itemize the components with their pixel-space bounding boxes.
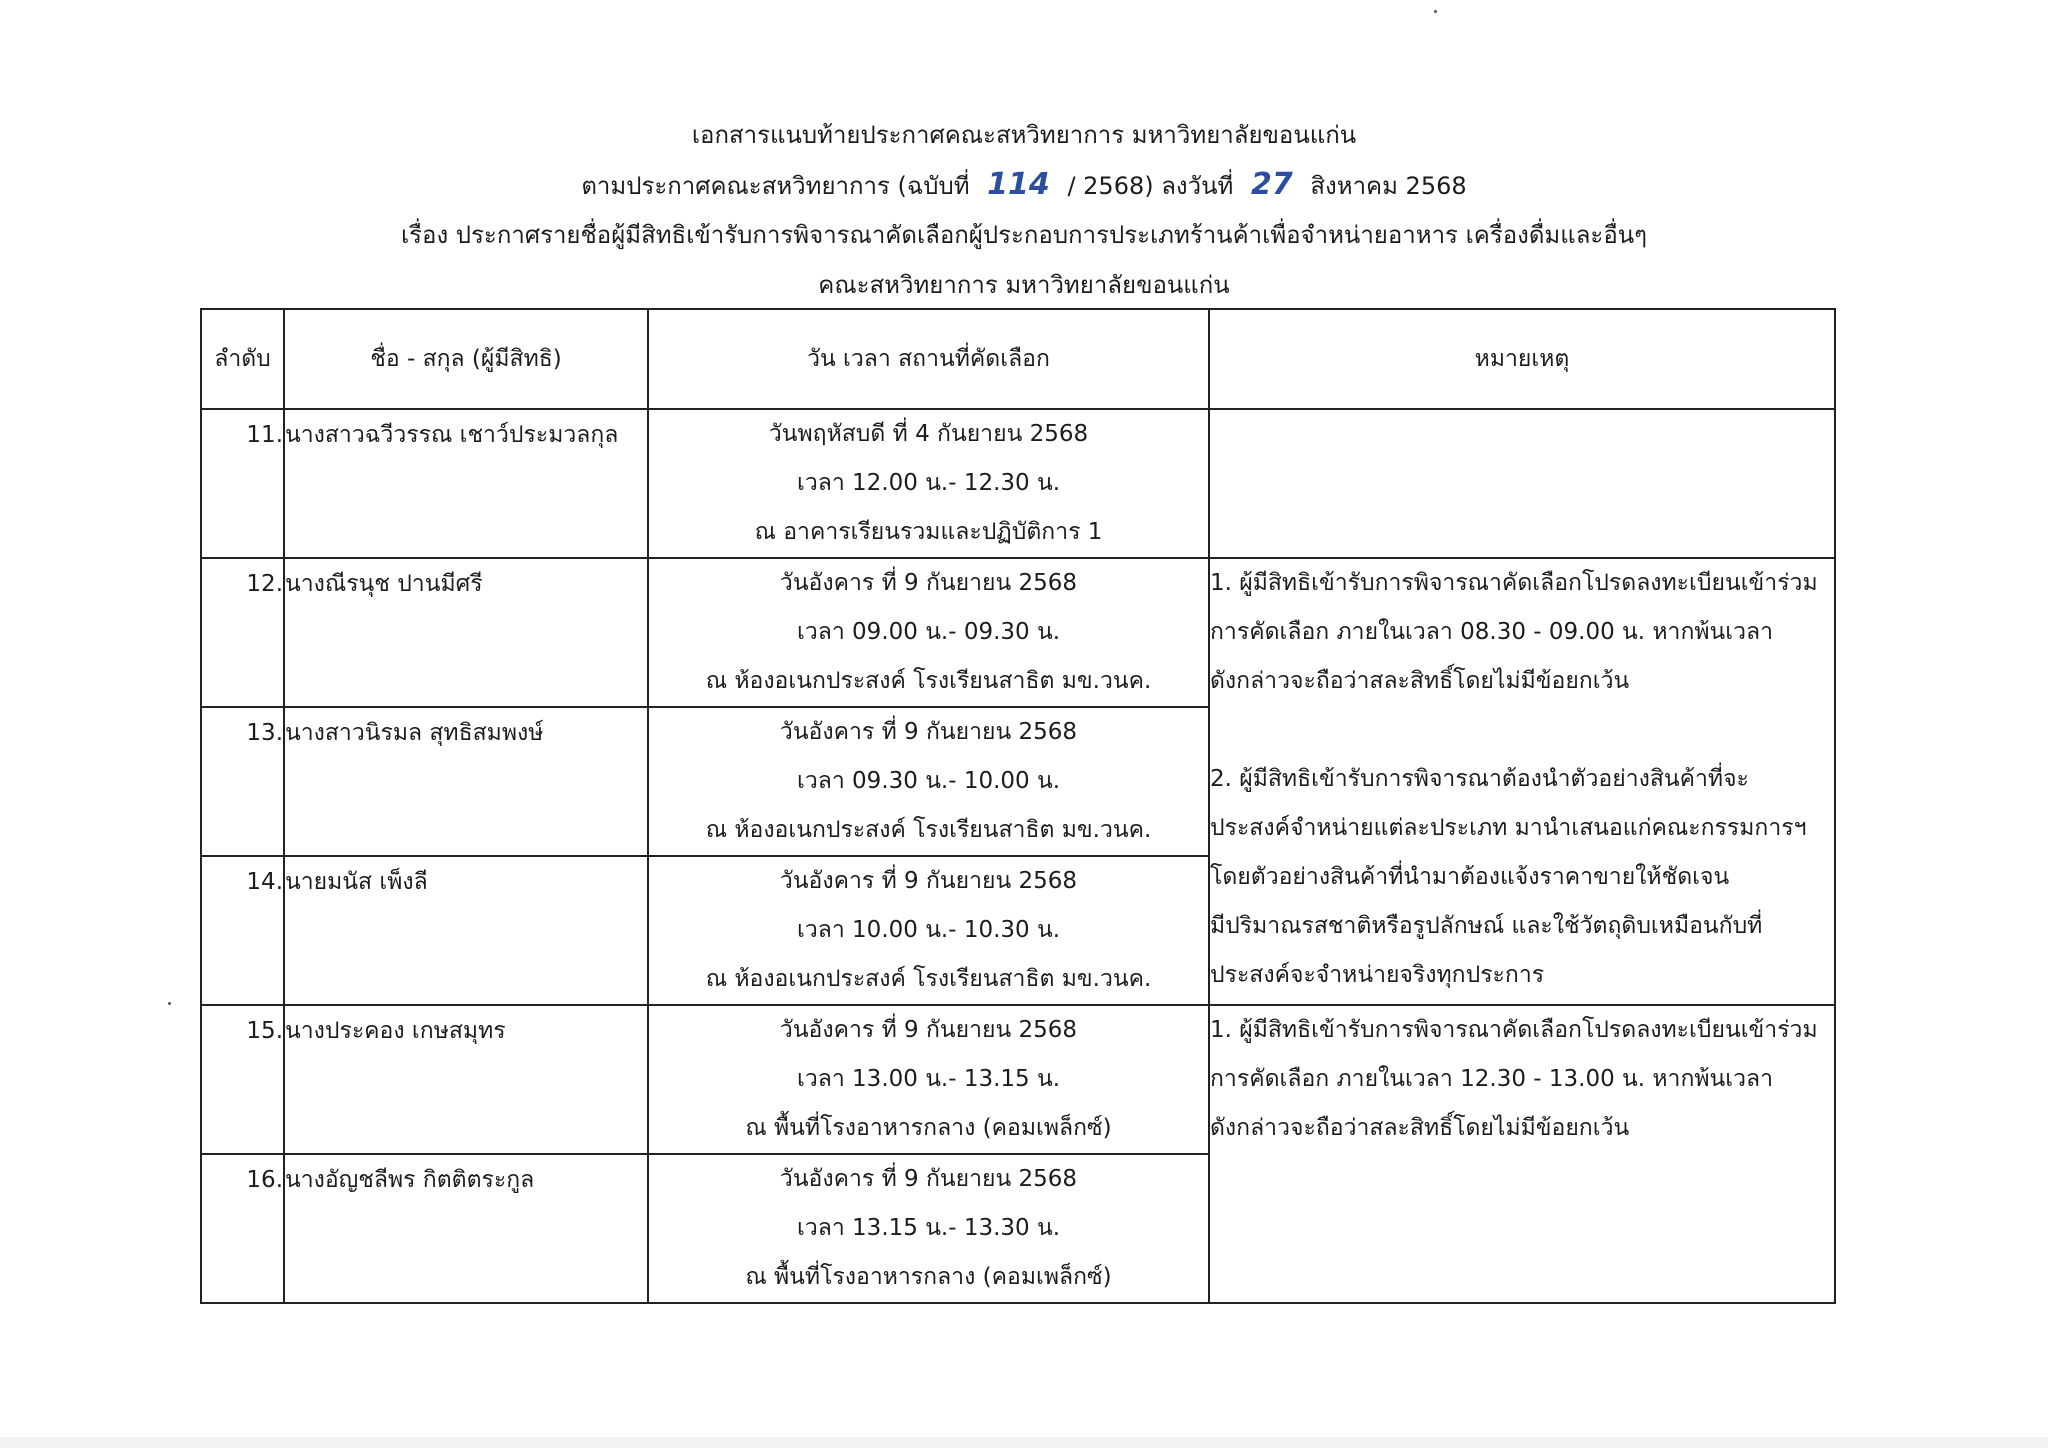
schedule-time: เวลา 12.00 น.- 12.30 น. <box>796 470 1061 496</box>
schedule-cell <box>648 1154 1209 1303</box>
table-header-row <box>201 309 1835 409</box>
candidate-name: นางสาวนิรมล สุทธิสมพงษ์ <box>284 707 648 856</box>
schedule-time: เวลา 10.00 น.- 10.30 น. <box>796 917 1061 943</box>
note-cell-afternoon <box>1209 1005 1835 1303</box>
scan-speck <box>168 1002 171 1005</box>
document-header <box>0 110 2048 310</box>
note-a-line: ดังกล่าวจะถือว่าสละสิทธิ์โดยไม่มีข้อยกเว้น <box>1210 668 1630 694</box>
column-header-name: ชื่อ - สกุล (ผู้มีสิทธิ) <box>284 309 648 409</box>
schedule-cell <box>648 558 1209 707</box>
schedule-cell <box>648 409 1209 558</box>
scan-bottom-edge <box>0 1437 2048 1448</box>
candidate-name: นางประคอง เกษสมุทร <box>284 1005 648 1154</box>
column-header-no: ลำดับ <box>201 309 284 409</box>
schedule-day: วันอังคาร ที่ 9 กันยายน 2568 <box>779 1017 1078 1043</box>
candidate-name: นางอัญชลีพร กิตติตระกูล <box>284 1154 648 1303</box>
note-a-line: ประสงค์จะจำหน่ายจริงทุกประการ <box>1210 962 1545 988</box>
row-number: 15. <box>201 1005 284 1154</box>
schedule-cell <box>648 856 1209 1005</box>
column-header-schedule: วัน เวลา สถานที่คัดเลือก <box>648 309 1209 409</box>
schedule-day: วันอังคาร ที่ 9 กันยายน 2568 <box>779 868 1078 894</box>
header-announcement-prefix: ตามประกาศคณะสหวิทยาการ (ฉบับที่ <box>581 172 970 200</box>
header-announcement-suffix: สิงหาคม 2568 <box>1310 172 1467 200</box>
note-cell-morning <box>1209 558 1835 1005</box>
header-announcement-mid: / 2568) ลงวันที่ <box>1067 172 1234 200</box>
column-header-note: หมายเหตุ <box>1209 309 1835 409</box>
schedule-place: ณ ห้องอเนกประสงค์ โรงเรียนสาธิต มข.วนค. <box>705 966 1152 992</box>
schedule-day: วันอังคาร ที่ 9 กันยายน 2568 <box>779 719 1078 745</box>
candidate-name: นางสาวฉวีวรรณ เชาว์ประมวลกุล <box>284 409 648 558</box>
table-row <box>201 558 1835 707</box>
note-a-line: 2. ผู้มีสิทธิเข้ารับการพิจารณาต้องนำตัวอย่างสินค้าที่จะ <box>1210 766 1749 792</box>
header-line-1: เอกสารแนบท้ายประกาศคณะสหวิทยาการ มหาวิทยาลัยขอนแก่น <box>691 121 1357 149</box>
note-b-line: 1. ผู้มีสิทธิเข้ารับการพิจารณาคัดเลือกโปรดลงทะเบียนเข้าร่วม <box>1210 1017 1818 1043</box>
schedule-place: ณ พื้นที่โรงอาหารกลาง (คอมเพล็กซ์) <box>745 1264 1112 1290</box>
schedule-cell <box>648 707 1209 856</box>
header-line-2 <box>0 160 2048 210</box>
table-row <box>201 1005 1835 1154</box>
note-a-line: โดยตัวอย่างสินค้าที่นำมาต้องแจ้งราคาขายให้ชัดเจน <box>1210 864 1730 890</box>
header-line-3: เรื่อง ประกาศรายชื่อผู้มีสิทธิเข้ารับการพิจารณาคัดเลือกผู้ประกอบการประเภทร้านค้าเพื่อจำหน่ายอาหาร เครื่องดื่มและอื่นๆ <box>400 221 1648 249</box>
note-b-line: ดังกล่าวจะถือว่าสละสิทธิ์โดยไม่มีข้อยกเว้น <box>1210 1115 1630 1141</box>
candidate-name: นางณีรนุช ปานมีศรี <box>284 558 648 707</box>
announcement-number-handwritten: 114 <box>987 167 1050 202</box>
row-number: 12. <box>201 558 284 707</box>
table-row <box>201 409 1835 558</box>
scan-speck <box>1434 10 1437 13</box>
schedule-place: ณ ห้องอเนกประสงค์ โรงเรียนสาธิต มข.วนค. <box>705 817 1152 843</box>
schedule-time: เวลา 09.00 น.- 09.30 น. <box>796 619 1061 645</box>
schedule-place: ณ อาคารเรียนรวมและปฏิบัติการ 1 <box>754 519 1103 545</box>
note-spacer <box>1210 706 1834 755</box>
announcement-day-handwritten: 27 <box>1251 167 1293 202</box>
schedule-day: วันอังคาร ที่ 9 กันยายน 2568 <box>779 1166 1078 1192</box>
candidate-schedule-table <box>200 308 1836 1304</box>
schedule-time: เวลา 13.15 น.- 13.30 น. <box>796 1215 1061 1241</box>
schedule-place: ณ ห้องอเนกประสงค์ โรงเรียนสาธิต มข.วนค. <box>705 668 1152 694</box>
note-a-line: 1. ผู้มีสิทธิเข้ารับการพิจารณาคัดเลือกโปรดลงทะเบียนเข้าร่วม <box>1210 570 1818 596</box>
note-b-line: การคัดเลือก ภายในเวลา 12.30 - 13.00 น. หากพ้นเวลา <box>1210 1066 1774 1092</box>
schedule-time: เวลา 09.30 น.- 10.00 น. <box>796 768 1061 794</box>
row-number: 11. <box>201 409 284 558</box>
row-number: 13. <box>201 707 284 856</box>
candidate-name: นายมนัส เพ็งลี <box>284 856 648 1005</box>
schedule-day: วันพฤหัสบดี ที่ 4 กันยายน 2568 <box>768 421 1089 447</box>
note-a-line: การคัดเลือก ภายในเวลา 08.30 - 09.00 น. หากพ้นเวลา <box>1210 619 1774 645</box>
schedule-time: เวลา 13.00 น.- 13.15 น. <box>796 1066 1061 1092</box>
note-a-line: มีปริมาณรสชาติหรือรูปลักษณ์ และใช้วัตถุดิบเหมือนกับที่ <box>1210 913 1763 939</box>
schedule-place: ณ พื้นที่โรงอาหารกลาง (คอมเพล็กซ์) <box>745 1115 1112 1141</box>
note-a-line: ประสงค์จำหน่ายแต่ละประเภท มานำเสนอแก่คณะกรรมการฯ <box>1210 815 1807 841</box>
schedule-day: วันอังคาร ที่ 9 กันยายน 2568 <box>779 570 1078 596</box>
header-line-4: คณะสหวิทยาการ มหาวิทยาลัยขอนแก่น <box>818 271 1230 299</box>
row-number: 14. <box>201 856 284 1005</box>
note-cell-empty <box>1209 409 1835 558</box>
schedule-cell <box>648 1005 1209 1154</box>
row-number: 16. <box>201 1154 284 1303</box>
